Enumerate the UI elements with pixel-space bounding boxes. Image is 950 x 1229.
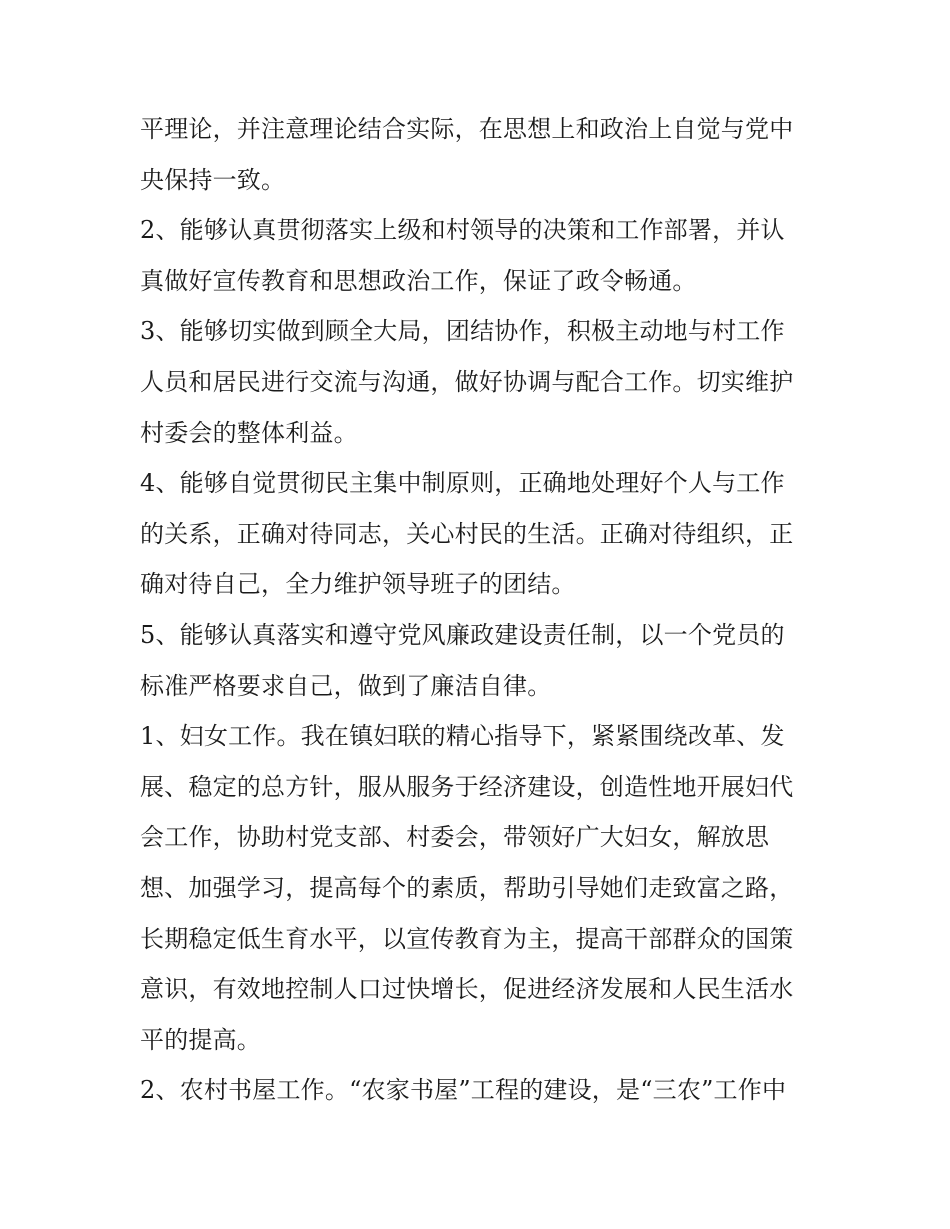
text-line: 2、能够认真贯彻落实上级和村领导的决策和工作部署，并认 — [140, 216, 785, 245]
text-line: 平理论，并注意理论结合实际，在思想上和政治上自觉与党中 — [140, 115, 794, 143]
text-line: 5、能够认真落实和遵守党风廉政建设责任制，以一个党员的 — [140, 620, 785, 649]
text-line: 1、妇女工作。我在镇妇联的精心指导下，紧紧围绕改革、发 — [140, 722, 785, 751]
text-line: 村委会的整体利益。 — [140, 418, 358, 447]
text-line: 标准严格要求自己，做到了廉洁自律。 — [140, 671, 552, 700]
text-line: 意识，有效地控制人口过快增长，促进经济发展和人民生活水 — [140, 975, 794, 1004]
text-line: 长期稳定低生育水平，以宣传教育为主，提高干部群众的国策 — [140, 924, 794, 953]
text-line: 平的提高。 — [140, 1025, 261, 1054]
text-line: 确对待自己，全力维护领导班子的团结。 — [140, 570, 576, 599]
text-line: 人员和居民进行交流与沟通，做好协调与配合工作。切实维护 — [140, 367, 794, 396]
text-line: 会工作，协助村党支部、村委会，带领好广大妇女，解放思 — [140, 823, 770, 852]
text-line: 真做好宣传教育和思想政治工作，保证了政令畅通。 — [140, 266, 697, 295]
text-line: 4、能够自觉贯彻民主集中制原则，正确地处理好个人与工作 — [140, 469, 785, 498]
text-line: 想、加强学习，提高每个的素质，帮助引导她们走致富之路， — [140, 873, 794, 902]
document-body — [140, 104, 820, 1116]
text-line: 的关系，正确对待同志，关心村民的生活。正确对待组织，正 — [140, 519, 794, 548]
text-line: 展、稳定的总方针，服从服务于经济建设，创造性地开展妇代 — [140, 772, 794, 801]
text-line: 央保持一致。 — [140, 165, 286, 194]
text-line: 3、能够切实做到顾全大局，团结协作，积极主动地与村工作 — [140, 317, 785, 346]
text-line: 2、农村书屋工作。“农家书屋”工程的建设，是“三农”工作中 — [140, 1076, 787, 1105]
